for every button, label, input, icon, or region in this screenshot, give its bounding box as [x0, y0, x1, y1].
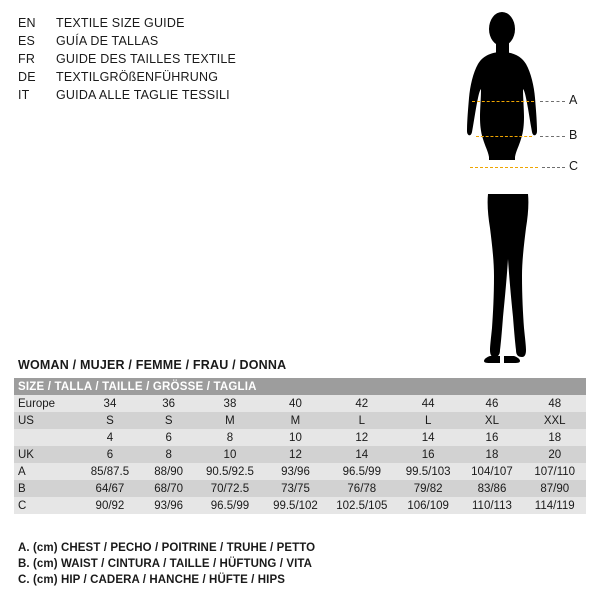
- cell: S: [141, 412, 197, 429]
- cell: 14: [328, 446, 396, 463]
- cell: 36: [141, 395, 197, 412]
- cell: 14: [396, 429, 461, 446]
- chest-leader-line: [540, 101, 565, 102]
- cell: 38: [197, 395, 263, 412]
- cell: 44: [396, 395, 461, 412]
- table-row: [14, 463, 586, 480]
- language-text-en: TEXTILE SIZE GUIDE: [56, 16, 185, 30]
- cell: 8: [197, 429, 263, 446]
- hip-marker-label: C: [569, 159, 579, 173]
- cell: 68/70: [141, 480, 197, 497]
- row-label-b: B: [14, 480, 79, 497]
- cell: 96.5/99: [328, 463, 396, 480]
- language-code-it: IT: [18, 88, 30, 102]
- cell: 8: [141, 446, 197, 463]
- cell: 110/113: [460, 497, 523, 514]
- language-code-de: DE: [18, 70, 36, 84]
- language-text-de: TEXTILGRÖßENFÜHRUNG: [56, 70, 219, 84]
- waist-leader-line: [540, 136, 565, 137]
- table-header-label: SIZE / TALLA / TAILLE / GRÖSSE / TAGLIA: [14, 378, 586, 395]
- table-row: [14, 412, 586, 429]
- cell: 6: [79, 446, 140, 463]
- cell: 90.5/92.5: [197, 463, 263, 480]
- legend-row-c: C. (cm) HIP / CADERA / HANCHE / HÜFTE / HIPS: [18, 574, 286, 586]
- table-header-row: [14, 378, 586, 395]
- row-label-a: A: [14, 463, 79, 480]
- chest-marker-label: A: [569, 93, 578, 107]
- cell: 4: [79, 429, 140, 446]
- table-row: [14, 497, 586, 514]
- hip-measure-dash: [470, 167, 538, 168]
- cell: 93/96: [263, 463, 328, 480]
- hip-leader-line: [542, 167, 565, 168]
- cell: 12: [263, 446, 328, 463]
- cell: 40: [263, 395, 328, 412]
- cell: XXL: [523, 412, 586, 429]
- cell: 20: [523, 446, 586, 463]
- language-title-list: [18, 16, 348, 106]
- section-title: WOMAN / MUJER / FEMME / FRAU / DONNA: [18, 358, 287, 372]
- cell: 88/90: [141, 463, 197, 480]
- cell: 12: [328, 429, 396, 446]
- table-row: [14, 480, 586, 497]
- language-row-de: [18, 70, 348, 88]
- cell: 18: [460, 446, 523, 463]
- cell: 48: [523, 395, 586, 412]
- cell: S: [79, 412, 140, 429]
- language-text-it: GUIDA ALLE TAGLIE TESSILI: [56, 88, 230, 102]
- cell: M: [197, 412, 263, 429]
- cell: 102.5/105: [328, 497, 396, 514]
- waist-measure-dash: [476, 136, 532, 137]
- cell: XL: [460, 412, 523, 429]
- cell: 99.5/102: [263, 497, 328, 514]
- language-row-en: [18, 16, 348, 34]
- table-row: [14, 446, 586, 463]
- language-text-fr: GUIDE DES TAILLES TEXTILE: [56, 52, 237, 66]
- cell: 87/90: [523, 480, 586, 497]
- cell: 16: [460, 429, 523, 446]
- row-label-c: C: [14, 497, 79, 514]
- language-row-it: [18, 88, 348, 106]
- waist-marker-label: B: [569, 128, 578, 142]
- cell: 42: [328, 395, 396, 412]
- row-label-europe: Europe: [14, 395, 79, 412]
- cell: 18: [523, 429, 586, 446]
- cell: 10: [197, 446, 263, 463]
- language-row-fr: [18, 52, 348, 70]
- legend-row-b: B. (cm) WAIST / CINTURA / TAILLE / HÜFTUNG / VITA: [18, 558, 313, 570]
- cell: 85/87.5: [79, 463, 140, 480]
- cell: 106/109: [396, 497, 461, 514]
- cell: L: [328, 412, 396, 429]
- cell: 70/72.5: [197, 480, 263, 497]
- row-label-uk: UK: [14, 446, 79, 463]
- cell: 99.5/103: [396, 463, 461, 480]
- cell: 34: [79, 395, 140, 412]
- cell: 73/75: [263, 480, 328, 497]
- cell: M: [263, 412, 328, 429]
- cell: 93/96: [141, 497, 197, 514]
- cell: 64/67: [79, 480, 140, 497]
- cell: 90/92: [79, 497, 140, 514]
- legend-row-a: A. (cm) CHEST / PECHO / POITRINE / TRUHE / PETTO: [18, 542, 316, 554]
- chest-measure-dash: [472, 101, 534, 102]
- row-label-us-numeric: [14, 429, 79, 446]
- cell: 96.5/99: [197, 497, 263, 514]
- female-silhouette-figure: [430, 8, 590, 368]
- language-code-es: ES: [18, 34, 36, 48]
- language-code-en: EN: [18, 16, 36, 30]
- cell: 76/78: [328, 480, 396, 497]
- size-table-wrapper: [14, 378, 586, 514]
- table-row: [14, 429, 586, 446]
- cell: 107/110: [523, 463, 586, 480]
- language-text-es: GUÍA DE TALLAS: [56, 34, 159, 48]
- cell: 104/107: [460, 463, 523, 480]
- cell: 79/82: [396, 480, 461, 497]
- cell: 114/119: [523, 497, 586, 514]
- cell: 83/86: [460, 480, 523, 497]
- measurement-legend: [18, 542, 578, 590]
- silhouette-icon: [430, 8, 590, 368]
- table-row: [14, 395, 586, 412]
- cell: 16: [396, 446, 461, 463]
- language-code-fr: FR: [18, 52, 36, 66]
- size-table: [14, 378, 586, 514]
- row-label-us: US: [14, 412, 79, 429]
- language-row-es: [18, 34, 348, 52]
- cell: 10: [263, 429, 328, 446]
- cell: 46: [460, 395, 523, 412]
- cell: L: [396, 412, 461, 429]
- cell: 6: [141, 429, 197, 446]
